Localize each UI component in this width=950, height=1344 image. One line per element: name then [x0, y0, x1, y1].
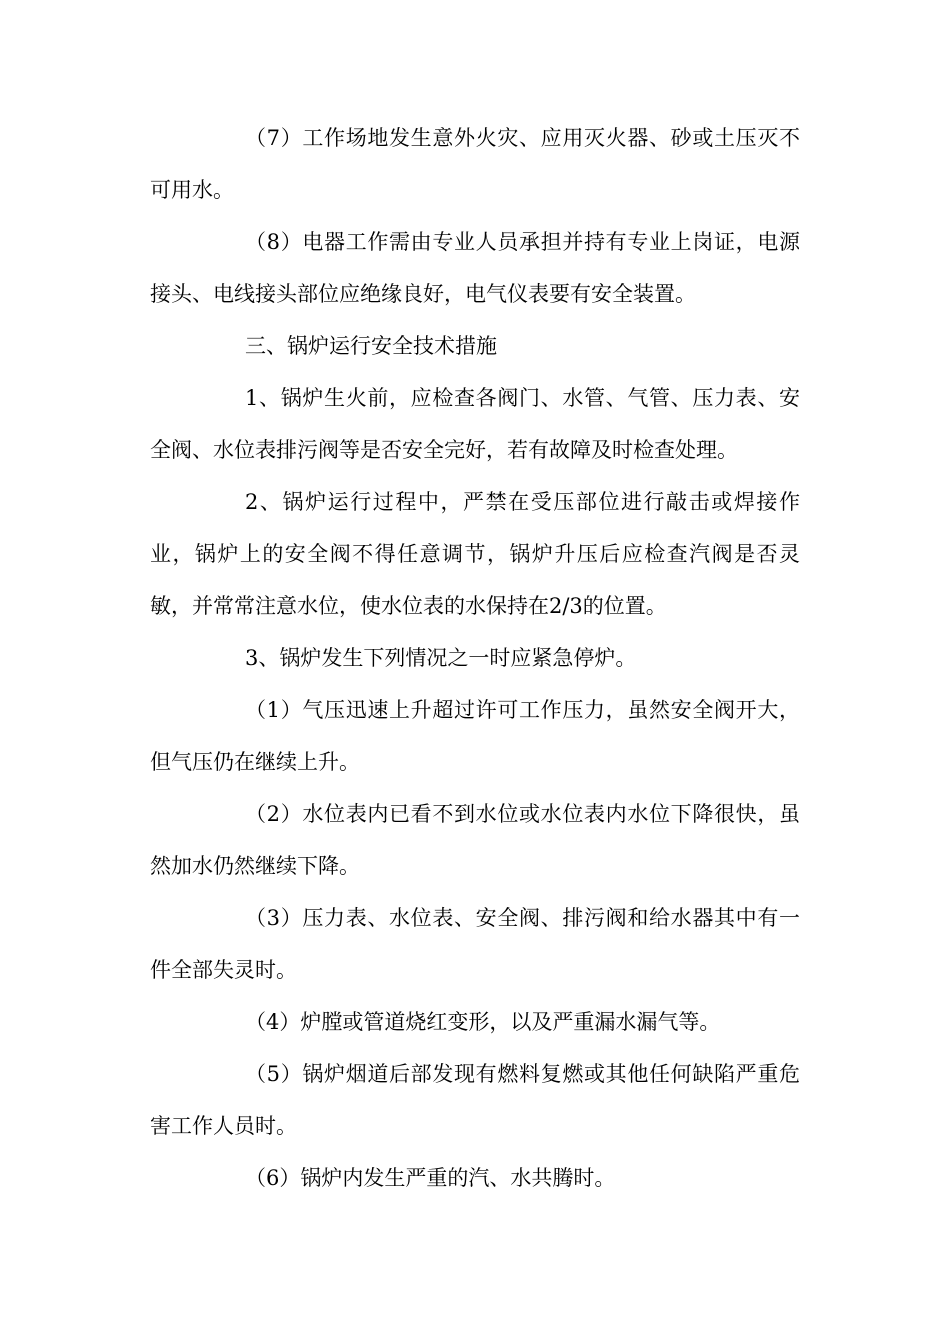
paragraph-condition-4: （4）炉膛或管道烧红变形，以及严重漏水漏气等。	[245, 1010, 721, 1034]
paragraph-condition-3: （3）压力表、水位表、安全阀、排污阀和给水器其中有一件全部失灵时。	[150, 906, 800, 982]
paragraph-step-1: 1、锅炉生火前，应检查各阀门、水管、气管、压力表、安全阀、水位表排污阀等是否安全完好，若有故障及时检查处理。	[150, 386, 800, 462]
paragraph-item-7: （7）工作场地发生意外火灾、应用灭火器、砂或土压灭不可用水。	[150, 126, 800, 202]
document-body	[150, 112, 800, 1204]
paragraph-step-2: 2、锅炉运行过程中，严禁在受压部位进行敲击或焊接作业，锅炉上的安全阀不得任意调节，锅炉升压后应检查汽阀是否灵敏，并常常注意水位，使水位表的水保持在2/3的位置。	[150, 490, 800, 618]
section-heading: 三、锅炉运行安全技术措施	[245, 334, 497, 358]
paragraph-item-8: （8）电器工作需由专业人员承担并持有专业上岗证，电源接头、电线接头部位应绝缘良好，电气仪表要有安全装置。	[150, 230, 800, 306]
paragraph-condition-5: （5）锅炉烟道后部发现有燃料复燃或其他任何缺陷严重危害工作人员时。	[150, 1062, 800, 1138]
paragraph-step-3: 3、锅炉发生下列情况之一时应紧急停炉。	[245, 646, 637, 670]
paragraph-condition-6: （6）锅炉内发生严重的汽、水共腾时。	[245, 1166, 616, 1190]
paragraph-condition-1: （1）气压迅速上升超过许可工作压力，虽然安全阀开大，但气压仍在继续上升。	[150, 698, 800, 774]
paragraph-condition-2: （2）水位表内已看不到水位或水位表内水位下降很快，虽然加水仍然继续下降。	[150, 802, 800, 878]
